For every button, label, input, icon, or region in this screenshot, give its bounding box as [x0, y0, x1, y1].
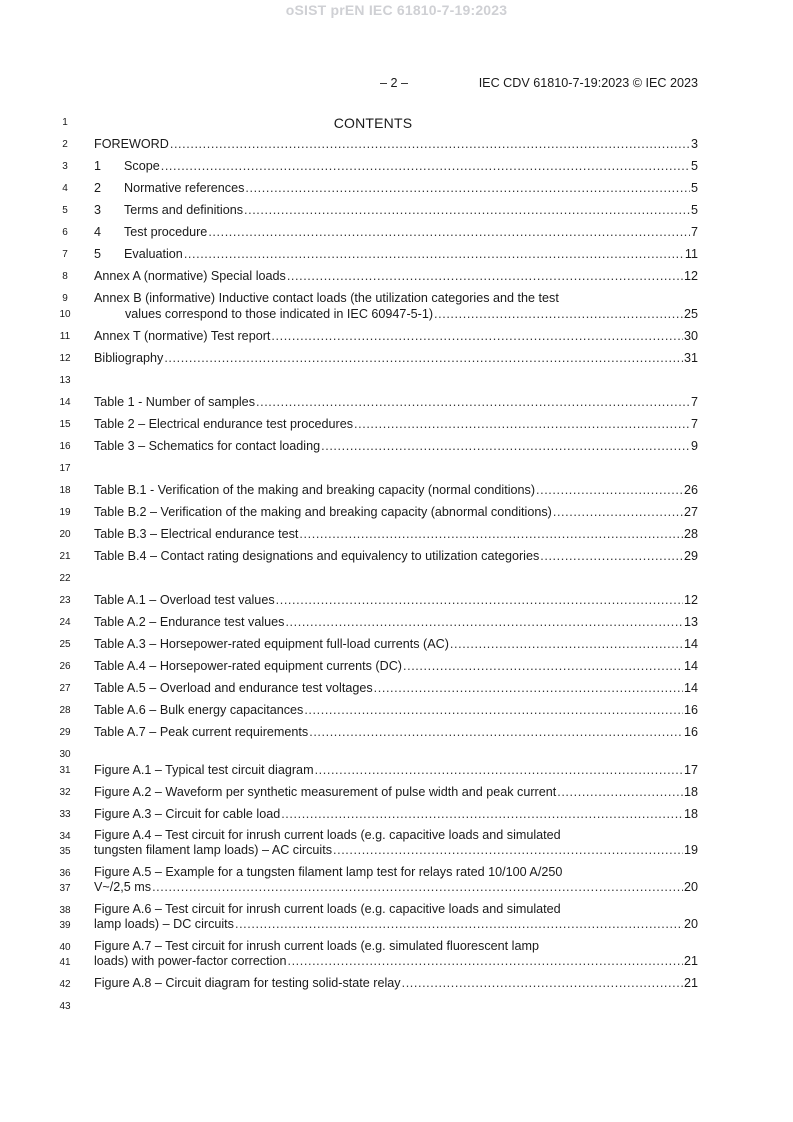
leader-dots: [276, 593, 683, 607]
toc-entry-annex-b-line2[interactable]: [94, 307, 698, 323]
line-number: 11: [59, 331, 71, 342]
toc-label: Table B.1 - Verification of the making and breaking capacity (normal conditions): [94, 483, 536, 497]
toc-page: 30: [683, 329, 698, 343]
line-number: 13: [59, 375, 71, 386]
line-number: 24: [59, 617, 71, 628]
toc-page: 20: [683, 917, 698, 931]
leader-dots: [402, 976, 683, 990]
toc-entry-figure-line2[interactable]: [94, 954, 698, 970]
line-number: 8: [62, 271, 68, 282]
line-number: 10: [59, 309, 71, 320]
toc-label: Figure A.8 – Circuit diagram for testing solid-state relay: [94, 976, 401, 990]
toc-entry-table[interactable]: [94, 681, 698, 697]
leader-dots: [536, 483, 683, 497]
toc-label: Table A.3 – Horsepower-rated equipment full-load currents (AC): [94, 637, 449, 651]
line-number: 2: [62, 139, 68, 150]
toc-label: [94, 203, 243, 217]
toc-page: 29: [683, 549, 698, 563]
leader-dots: [540, 549, 683, 563]
toc-entry-figure-line2[interactable]: [94, 880, 698, 896]
toc-entry-test-procedure[interactable]: [94, 225, 698, 241]
toc-entry-figure-line2[interactable]: [94, 917, 698, 933]
toc-page: 18: [683, 807, 698, 821]
toc-label: loads) with power-factor correction: [94, 954, 287, 968]
line-number: 34: [59, 831, 71, 842]
toc-label: V~/2,5 ms: [94, 880, 152, 894]
leader-dots: [152, 880, 683, 894]
watermark: oSIST prEN IEC 61810-7-19:2023: [285, 2, 508, 18]
toc-page: 5: [690, 159, 698, 173]
toc-entry-table[interactable]: [94, 725, 698, 741]
toc-label: Table B.3 – Electrical endurance test: [94, 527, 299, 541]
leader-dots: [304, 703, 683, 717]
leader-dots: [287, 269, 683, 283]
line-number: 18: [59, 485, 71, 496]
toc-page: 17: [683, 763, 698, 777]
toc-page: 12: [683, 593, 698, 607]
toc-entry-figure[interactable]: [94, 785, 698, 801]
leader-dots: [245, 181, 690, 195]
toc-label: Figure A.2 – Waveform per synthetic measurement of pulse width and peak current: [94, 785, 557, 799]
toc-page: 5: [690, 203, 698, 217]
leader-dots: [161, 159, 690, 173]
toc-entry-evaluation[interactable]: [94, 247, 698, 263]
section-number: 2: [94, 181, 102, 195]
line-number: 19: [59, 507, 71, 518]
toc-page: 14: [683, 681, 698, 695]
line-number: 15: [59, 419, 71, 430]
contents-title: CONTENTS: [333, 115, 413, 131]
toc-entry-scope[interactable]: [94, 159, 698, 175]
toc-page: 16: [683, 725, 698, 739]
toc-page: 20: [683, 880, 698, 894]
line-number: 40: [59, 942, 71, 953]
toc-entry-normative-references[interactable]: [94, 181, 698, 197]
toc-entry-table[interactable]: [94, 549, 698, 565]
toc-label: [94, 181, 244, 195]
line-number: 23: [59, 595, 71, 606]
toc-page: 14: [683, 659, 698, 673]
toc-entry-table[interactable]: [94, 417, 698, 433]
toc-label: lamp loads) – DC circuits: [94, 917, 234, 931]
toc-page: 21: [683, 954, 698, 968]
toc-entry-table[interactable]: [94, 615, 698, 631]
toc-page: 25: [683, 307, 698, 321]
toc-page: 7: [690, 417, 698, 431]
toc-entry-figure[interactable]: [94, 807, 698, 823]
line-number: 20: [59, 529, 71, 540]
leader-dots: [374, 681, 683, 695]
line-number: 30: [59, 749, 71, 760]
toc-label: Table 3 – Schematics for contact loading: [94, 439, 321, 453]
leader-dots: [321, 439, 690, 453]
toc-label: values correspond to those indicated in IEC 60947-5-1): [125, 307, 434, 321]
line-number: 35: [59, 846, 71, 857]
line-number: 41: [59, 957, 71, 968]
leader-dots: [235, 917, 683, 931]
toc-entry-annex-b-line1[interactable]: Annex B (informative) Inductive contact loads (the utilization categories and the test: [94, 291, 559, 305]
leader-dots: [315, 763, 683, 777]
toc-label: [94, 225, 207, 239]
toc-label: Table A.7 – Peak current requirements: [94, 725, 309, 739]
toc-entry-table[interactable]: [94, 483, 698, 499]
line-number: 25: [59, 639, 71, 650]
leader-dots: [285, 615, 683, 629]
line-number: 6: [62, 227, 68, 238]
toc-page: 11: [684, 247, 698, 261]
toc-entry-figure-line1[interactable]: Figure A.4 – Test circuit for inrush current loads (e.g. capacitive loads and simulated: [94, 828, 561, 842]
section-number: 1: [94, 159, 102, 173]
toc-label: Figure A.3 – Circuit for cable load: [94, 807, 281, 821]
toc-label: Table A.2 – Endurance test values: [94, 615, 285, 629]
toc-page: 26: [683, 483, 698, 497]
toc-page: 7: [690, 225, 698, 239]
line-number: 36: [59, 868, 71, 879]
leader-dots: [208, 225, 690, 239]
line-number: 32: [59, 787, 71, 798]
leader-dots: [244, 203, 690, 217]
leader-dots: [299, 527, 683, 541]
line-number: 38: [59, 905, 71, 916]
toc-label: [94, 159, 160, 173]
toc-entry-table[interactable]: [94, 527, 698, 543]
toc-page: 16: [683, 703, 698, 717]
leader-dots: [287, 954, 683, 968]
toc-label: FOREWORD: [94, 137, 169, 151]
leader-dots: [434, 307, 683, 321]
line-number: 39: [59, 920, 71, 931]
line-number: 26: [59, 661, 71, 672]
toc-label: Annex T (normative) Test report: [94, 329, 271, 343]
leader-dots: [281, 807, 683, 821]
line-number: 31: [59, 765, 71, 776]
toc-label: Bibliography: [94, 351, 164, 365]
leader-dots: [557, 785, 683, 799]
line-number: 7: [62, 249, 68, 260]
leader-dots: [450, 637, 683, 651]
toc-page: 21: [683, 976, 698, 990]
leader-dots: [184, 247, 684, 261]
leader-dots: [170, 137, 690, 151]
toc-label: Annex A (normative) Special loads: [94, 269, 286, 283]
line-number: 27: [59, 683, 71, 694]
toc-page: 7: [690, 395, 698, 409]
toc-entry-terms[interactable]: [94, 203, 698, 219]
toc-entry-table[interactable]: [94, 505, 698, 521]
toc-label: [94, 247, 183, 261]
document-id: IEC CDV 61810-7-19:2023 © IEC 2023: [478, 76, 698, 90]
line-number: 22: [59, 573, 71, 584]
section-title: Scope: [124, 159, 160, 173]
toc-entry-foreword[interactable]: [94, 137, 698, 153]
leader-dots: [333, 843, 683, 857]
toc-entry-table[interactable]: [94, 659, 698, 675]
toc-label: Table A.1 – Overload test values: [94, 593, 275, 607]
line-number: 21: [59, 551, 71, 562]
leader-dots: [164, 351, 683, 365]
toc-entry-table[interactable]: [94, 395, 698, 411]
toc-entry-table[interactable]: [94, 637, 698, 653]
leader-dots: [309, 725, 683, 739]
section-number: 4: [94, 225, 102, 239]
toc-entry-figure-line2[interactable]: [94, 843, 698, 859]
toc-entry-figure-line1[interactable]: Figure A.6 – Test circuit for inrush current loads (e.g. capacitive loads and simulated: [94, 902, 561, 916]
toc-page: 19: [683, 843, 698, 857]
line-number: 17: [59, 463, 71, 474]
toc-page: 27: [683, 505, 698, 519]
section-title: Test procedure: [124, 225, 208, 239]
line-number: 37: [59, 883, 71, 894]
toc-page: 9: [690, 439, 698, 453]
toc-page: 13: [683, 615, 698, 629]
toc-page: 5: [690, 181, 698, 195]
line-number: 3: [62, 161, 68, 172]
toc-label: Table 1 - Number of samples: [94, 395, 255, 409]
line-number: 29: [59, 727, 71, 738]
page-number: – 2 –: [380, 76, 409, 90]
leader-dots: [271, 329, 683, 343]
toc-entry-figure[interactable]: [94, 763, 698, 779]
line-number: 16: [59, 441, 71, 452]
toc-page: 28: [683, 527, 698, 541]
line-number: 33: [59, 809, 71, 820]
toc-entry-table[interactable]: [94, 439, 698, 455]
line-number: 9: [62, 293, 68, 304]
toc-entry-table[interactable]: [94, 703, 698, 719]
toc-entry-figure-line1[interactable]: Figure A.5 – Example for a tungsten filament lamp test for relays rated 10/100 A/250: [94, 865, 563, 879]
toc-label: Table A.6 – Bulk energy capacitances: [94, 703, 304, 717]
section-title: Evaluation: [124, 247, 183, 261]
section-number: 5: [94, 247, 102, 261]
section-title: Terms and definitions: [124, 203, 244, 217]
toc-label: tungsten filament lamp loads) – AC circuits: [94, 843, 332, 857]
toc-page: 18: [683, 785, 698, 799]
toc-label: Figure A.1 – Typical test circuit diagram: [94, 763, 314, 777]
line-number: 14: [59, 397, 71, 408]
toc-label: Table 2 – Electrical endurance test procedures: [94, 417, 354, 431]
toc-entry-figure-line1[interactable]: Figure A.7 – Test circuit for inrush current loads (e.g. simulated fluorescent lamp: [94, 939, 539, 953]
toc-entry-bibliography[interactable]: [94, 351, 698, 367]
toc-page: 12: [683, 269, 698, 283]
line-number: 28: [59, 705, 71, 716]
toc-entry-annex-a[interactable]: [94, 269, 698, 285]
line-number: 12: [59, 353, 71, 364]
toc-page: 31: [683, 351, 698, 365]
line-number: 4: [62, 183, 68, 194]
line-number: 5: [62, 205, 68, 216]
leader-dots: [553, 505, 683, 519]
leader-dots: [354, 417, 690, 431]
leader-dots: [256, 395, 690, 409]
toc-label: Table B.4 – Contact rating designations and equivalency to utilization categories: [94, 549, 540, 563]
line-number: 43: [59, 1001, 71, 1012]
toc-entry-annex-t[interactable]: [94, 329, 698, 345]
toc-entry-table[interactable]: [94, 593, 698, 609]
section-number: 3: [94, 203, 102, 217]
toc-entry-figure[interactable]: [94, 976, 698, 992]
toc-label: Table A.4 – Horsepower-rated equipment currents (DC): [94, 659, 402, 673]
leader-dots: [403, 659, 683, 673]
line-number: 1: [62, 117, 68, 128]
toc-label: Table B.2 – Verification of the making and breaking capacity (abnormal conditions): [94, 505, 552, 519]
line-number: 42: [59, 979, 71, 990]
toc-label: Table A.5 – Overload and endurance test voltages: [94, 681, 373, 695]
page-header: [380, 76, 698, 90]
section-title: Normative references: [124, 181, 245, 195]
toc-page: 14: [683, 637, 698, 651]
toc-page: 3: [690, 137, 698, 151]
